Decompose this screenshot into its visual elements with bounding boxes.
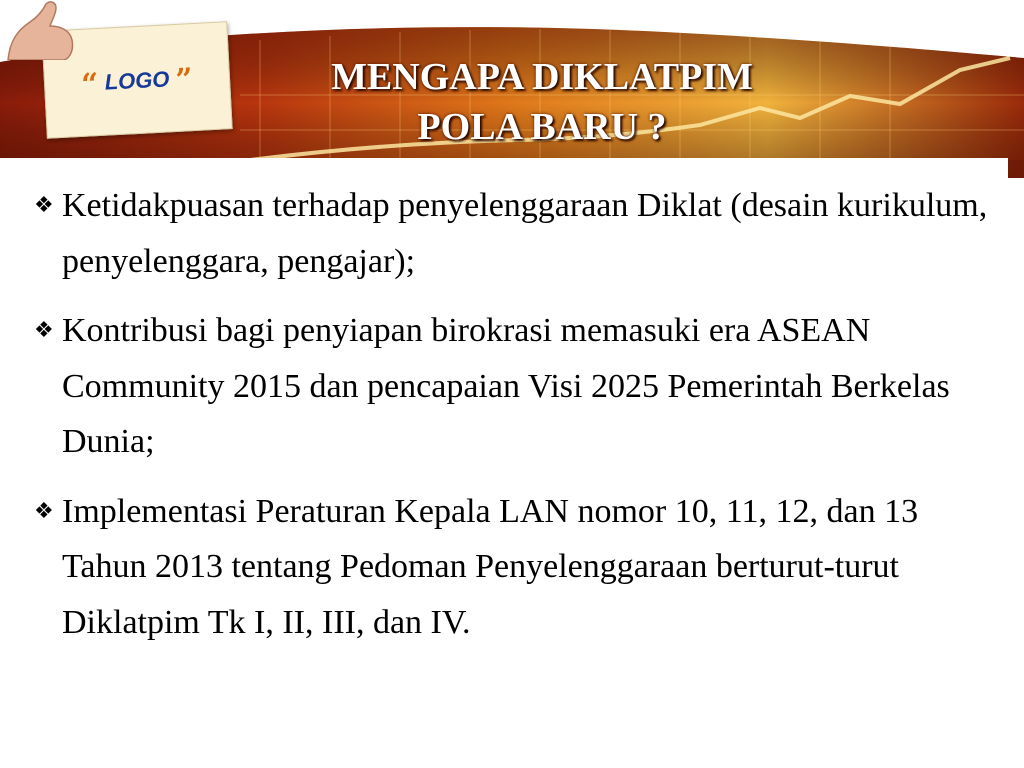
bullet-item: [34, 178, 998, 289]
diamond-bullet-icon: ❖: [34, 498, 54, 524]
header-banner: [0, 0, 1024, 178]
diamond-bullet-icon: ❖: [34, 193, 54, 218]
title-line-1: MENGAPA DIKLATPIM: [331, 56, 753, 98]
hand-icon: [0, 0, 80, 60]
logo-label: LOGO: [104, 66, 171, 95]
bullet-text: Ketidakpuasan terhadap penyelenggaraan Diklat (desain kurikulum, penyelenggara, pengajar);: [62, 187, 988, 280]
open-quote-icon: “: [80, 67, 100, 103]
title-line-2: POLA BARU ?: [417, 106, 667, 148]
bullet-item: [34, 303, 998, 470]
bullet-text: Kontribusi bagi penyiapan birokrasi memasuki era ASEAN Community 2015 dan pencapaian Visi 2025 Pemerintah Berkelas Dunia;: [62, 312, 950, 460]
diamond-bullet-icon: ❖: [34, 318, 54, 343]
bullet-list: [34, 178, 998, 664]
bullet-item: [34, 484, 998, 651]
close-quote-icon: ”: [174, 62, 194, 98]
content-area: [0, 158, 1008, 768]
bullet-text: Implementasi Peraturan Kepala LAN nomor 10, 11, 12, dan 13 Tahun 2013 tentang Pedoman Penyelenggaraan berturut-turut Diklatpim Tk I, II, III, dan IV.: [62, 492, 919, 641]
logo: [44, 60, 230, 105]
